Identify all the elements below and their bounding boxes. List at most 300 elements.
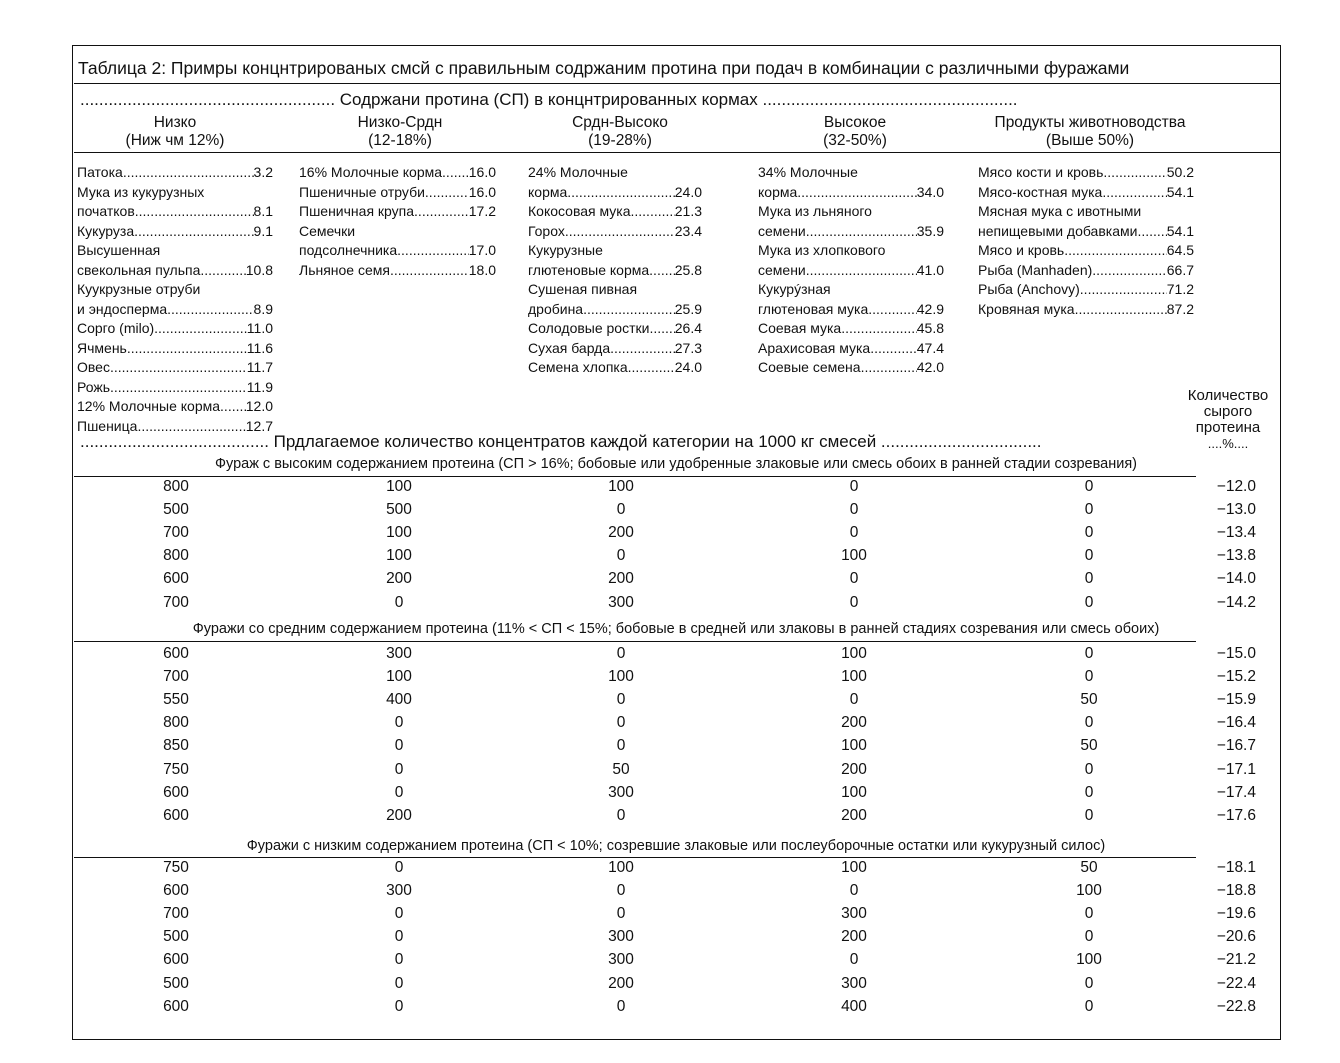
crude-protein-header: Количество сырого протеина ....%.... [1187,387,1269,451]
leader-dots [390,261,469,281]
amount-cell: 100 [608,478,634,495]
amount-cell: 0 [849,691,859,709]
protein-value: 41.0 [916,261,944,278]
amount-cell: 100 [608,859,634,876]
feed-name: Мука из льняного [758,203,872,219]
column-header-high: Высокое (32-50%) [823,114,887,149]
amount-cell: 0 [394,737,404,755]
protein-value: 11.0 [246,320,273,336]
amount-cell: 0 [394,997,404,1015]
protein-percent-cell: −22.4 [1216,974,1256,992]
amount-cell: 0 [1084,547,1094,565]
leader-dots [1092,261,1166,281]
leader-dots [806,222,917,242]
feed-name: Соевая мука [758,320,842,336]
amount-cell: 800 [163,547,189,565]
feed-item [77,202,273,222]
protein-value: 17.0 [468,242,496,258]
protein-value: 25.9 [674,300,702,317]
protein-value: 87.2 [1166,300,1194,317]
protein-percent-cell: −21.2 [1216,951,1256,969]
feed-item [77,378,273,398]
amount-cell: 0 [849,593,859,611]
table-row [0,714,1340,737]
amount-cell: 0 [394,859,404,876]
leader-dots [1137,222,1166,242]
table-row [0,478,1340,501]
leader-dots [134,222,253,242]
table-row [0,928,1340,951]
leader-dots [1080,280,1167,300]
feed-item [528,358,702,378]
feed-item [758,358,944,378]
amount-cell: 100 [386,478,412,495]
feed-item [978,261,1194,281]
feed-item [528,319,702,339]
amount-cell: 200 [386,806,412,824]
feed-list-low [77,163,273,436]
table-row [0,570,1340,593]
section-title-high-protein: Фураж с высоким содержанием протеина (СП > 16%; бобовые или удобренные злаковые или смесь обоих в ранней стадии созревания) [214,456,1138,472]
protein-value: 54.1 [1166,222,1194,239]
amount-cell: 50 [1080,691,1098,709]
feed-list-animal-products [978,163,1194,319]
protein-value: 16.0 [468,164,496,180]
feed-item [299,202,496,222]
amount-cell: 0 [1084,593,1094,611]
feed-item [299,241,496,261]
feed-name: Овес [77,359,110,375]
feed-item [528,202,702,222]
feed-item [758,163,944,183]
feed-name: Сорго (milo) [77,320,155,336]
feed-item [978,222,1194,242]
amount-cell: 700 [163,668,189,686]
protein-value: 12.0 [245,398,273,414]
leader-dots [861,358,917,378]
protein-value: 11.9 [246,378,273,395]
amount-cell: 700 [163,524,189,542]
amount-cell: 550 [163,691,189,709]
leader-dots [414,202,469,222]
leader-dots [649,261,675,281]
amount-cell: 0 [849,478,859,495]
feed-item [978,202,1194,222]
protein-value: 27.3 [674,339,702,356]
feed-item [978,163,1194,183]
amount-cell: 0 [1084,714,1094,732]
feed-name: дробина [528,300,584,317]
feed-list-high [758,163,944,378]
feed-name: початков [77,203,135,219]
feed-name: Рожь [77,378,111,395]
protein-value: 24.0 [674,359,702,375]
amount-cell: 200 [608,524,634,542]
leader-dots [220,397,246,417]
protein-value: 23.4 [674,222,702,239]
amount-cell: 0 [1084,997,1094,1015]
amount-cell: 100 [841,859,867,876]
amount-cell: 0 [394,928,404,946]
protein-percent-cell: −14.0 [1216,570,1256,588]
feed-name: Кукурузные [528,242,603,258]
amount-cell: 600 [163,645,189,662]
section-title-low-protein: Фуражи с низким содержанием протеина (СП < 10%; созревшие злаковые или послеуборочные остатки или кукурузный силос) [246,838,1106,854]
feed-item [528,280,702,300]
table-row [0,998,1340,1021]
feed-name: Пшеничные отруби [299,183,425,200]
protein-value: 42.9 [916,300,944,317]
amount-cell: 0 [1084,570,1094,588]
table-title: Таблица 2: Примры концнтрированых смсй с правильным содржаним протина при подач в комбинации с различными фуражами [78,58,1130,78]
table-row [0,594,1340,617]
feed-item [758,280,944,300]
protein-value: 42.0 [916,359,944,375]
leader-dots [1075,300,1167,320]
amount-cell: 0 [849,501,859,519]
amount-cell: 100 [1076,882,1102,900]
leader-dots [154,319,247,339]
amount-cell: 100 [386,668,412,686]
feed-name: свекольная пульпа [77,261,201,278]
protein-percent-cell: −12.0 [1216,478,1256,495]
feed-item [299,222,496,242]
amount-cell: 0 [616,691,626,709]
leader-dots [425,183,469,203]
feed-name: Кукуруза [77,222,135,239]
protein-percent-cell: −18.1 [1216,859,1256,876]
amount-cell: 200 [841,760,867,778]
amount-cell: 50 [612,760,630,778]
feed-name: Ячмень [77,339,127,356]
feed-item [77,163,273,183]
amount-cell: 300 [608,951,634,969]
feed-list-medium-high [528,163,702,378]
protein-value: 50.2 [1166,164,1194,180]
amount-cell: 300 [608,928,634,946]
feed-name: и эндосперма [77,300,168,317]
table-row [0,975,1340,998]
feed-item [758,202,944,222]
amount-cell: 0 [616,501,626,519]
table-row [0,547,1340,570]
amount-cell: 600 [163,806,189,824]
protein-content-heading: ...................................................... Содржани протина (СП) в концнтрированных кормах ...................................................... [80,90,1018,109]
feed-item [528,241,702,261]
protein-percent-cell: −18.8 [1216,882,1256,900]
feed-item [528,300,702,320]
feed-item [758,300,944,320]
table-row [0,737,1340,760]
feed-item [528,183,702,203]
feed-item [758,319,944,339]
leader-dots [806,261,917,281]
protein-percent-cell: −13.0 [1216,501,1256,519]
leader-dots [565,222,675,242]
protein-value: 45.8 [916,320,944,336]
leader-dots [649,319,674,339]
feed-item [758,183,944,203]
amount-cell: 400 [841,997,867,1015]
leader-dots [123,163,254,183]
amount-cell: 500 [386,501,412,519]
amount-cell: 100 [1076,951,1102,969]
feed-name: Льняное семя [299,261,390,278]
feed-name: Семечки [299,222,356,239]
feed-name: глютеновая мука [758,300,869,317]
protein-value: 16.0 [468,183,496,200]
feed-name: Кровяная мука [978,300,1075,317]
feed-list-low-medium [299,163,496,280]
amount-cell: 0 [616,882,626,900]
amount-cell: 100 [841,737,867,755]
protein-percent-cell: −14.2 [1216,593,1256,611]
feed-item [77,280,273,300]
amount-cell: 300 [608,593,634,611]
amount-cell: 0 [849,570,859,588]
table-row [0,501,1340,524]
protein-percent-cell: −17.4 [1216,783,1256,801]
feed-item [77,339,273,359]
feed-name: Мясо кости и кровь [978,164,1104,180]
amount-cell: 200 [841,806,867,824]
protein-value: 54.1 [1166,183,1194,200]
feed-name: 12% Молочные корма [77,398,221,414]
feed-name: Мука из кукурузных [77,183,205,200]
section-divider [74,641,1196,642]
amount-cell: 0 [394,951,404,969]
feed-name: Мясо-костная мука [978,183,1103,200]
amount-cell: 600 [163,783,189,801]
leader-dots [610,339,675,359]
leader-dots [583,300,675,320]
leader-dots [200,261,245,281]
protein-value: 34.0 [916,183,944,200]
protein-percent-cell: −15.2 [1216,668,1256,686]
amount-cell: 750 [163,859,189,876]
amount-cell: 100 [841,645,867,662]
leader-dots [868,300,916,320]
feed-name: Пшеница [77,417,138,434]
amount-cell: 0 [1084,668,1094,686]
amount-cell: 50 [1080,737,1098,755]
protein-value: 25.8 [674,261,702,278]
section-divider [74,857,1196,858]
feed-item [77,183,273,203]
protein-value: 47.4 [916,339,944,356]
amount-cell: 700 [163,905,189,923]
title-underline [74,83,1280,84]
feed-name: Сушеная пивная [528,281,638,297]
feed-name: Кукурýзная [758,281,831,297]
leader-dots [127,339,247,359]
amount-cell: 200 [608,974,634,992]
feed-item [77,319,273,339]
amount-cell: 0 [1084,974,1094,992]
feed-item [77,300,273,320]
feed-item [528,222,702,242]
feed-item [299,183,496,203]
feed-name: глютеновые корма [528,261,650,278]
table-row [0,691,1340,714]
feed-item [77,358,273,378]
amount-cell: 0 [394,760,404,778]
amount-cell: 750 [163,760,189,778]
feed-name: Мясо и кровь [978,242,1065,258]
amount-cell: 0 [1084,905,1094,923]
amount-cell: 100 [386,547,412,565]
column-header-animal-products: Продукты животноводства (Выше 50%) [994,114,1186,149]
protein-value: 17.2 [468,203,496,219]
protein-percent-cell: −17.6 [1216,806,1256,824]
feed-name: Пшеничная крупа [299,203,415,219]
feed-name: Семена хлопка [528,359,628,375]
feed-name: корма [758,183,798,200]
feed-item [758,222,944,242]
amount-cell: 700 [163,593,189,611]
amount-cell: 800 [163,714,189,732]
feed-item [77,222,273,242]
amount-cell: 600 [163,951,189,969]
amount-cell: 850 [163,737,189,755]
amount-cell: 600 [163,997,189,1015]
table-row [0,761,1340,784]
amount-cell: 0 [616,806,626,824]
column-header-low-medium: Низко-Срдн (12-18%) [357,114,443,149]
amount-cell: 0 [616,714,626,732]
amount-cell: 300 [386,882,412,900]
protein-percent-cell: −15.0 [1216,645,1256,662]
amount-cell: 600 [163,570,189,588]
amount-cell: 0 [394,783,404,801]
amount-cell: 100 [608,668,634,686]
amount-cell: 200 [608,570,634,588]
leader-dots [870,339,917,359]
protein-percent-cell: −17.1 [1216,760,1256,778]
feed-name: Мука из хлопкового [758,242,886,258]
amount-cell: 0 [394,974,404,992]
feed-item [528,261,702,281]
feed-name: Высушенная [77,242,161,258]
feed-item [299,163,496,183]
feed-name: семени [758,222,806,239]
amount-cell: 500 [163,501,189,519]
protein-percent-cell: −13.8 [1216,547,1256,565]
amount-cell: 0 [849,882,859,900]
amount-cell: 0 [394,593,404,611]
feed-name: 16% Молочные корма [299,164,443,180]
table-row [0,859,1340,882]
feed-name: Горох [528,222,565,239]
feed-item [978,280,1194,300]
column-header-medium-high: Срдн-Высоко (19-28%) [572,114,668,149]
protein-value: 12.7 [245,417,273,434]
leader-dots [135,202,254,222]
amount-cell: 0 [616,547,626,565]
amount-cell: 0 [849,951,859,969]
leader-dots [631,202,675,222]
leader-dots [841,319,917,339]
protein-value: 35.9 [916,222,944,239]
leader-dots [397,241,469,261]
feed-name: Арахисовая мука [758,339,871,356]
feed-item [978,183,1194,203]
amount-cell: 0 [616,905,626,923]
amount-cell: 600 [163,882,189,900]
table-row [0,807,1340,830]
amount-cell: 0 [1084,806,1094,824]
leader-dots [110,358,247,378]
leader-dots [442,163,469,183]
amount-cell: 300 [608,783,634,801]
protein-value: 8.1 [253,203,273,219]
feed-item [758,261,944,281]
table-row [0,524,1340,547]
feed-item [299,261,496,281]
feed-name: подсолнечника [299,242,398,258]
feed-name: Соевые семена [758,359,861,375]
leader-dots [1102,183,1166,203]
amount-cell: 500 [163,974,189,992]
table-row [0,951,1340,974]
leader-dots [628,358,675,378]
feed-name: 24% Молочные [528,164,628,180]
amount-cell: 300 [841,974,867,992]
table-row [0,668,1340,691]
protein-value: 71.2 [1166,281,1194,297]
leader-dots [1103,163,1166,183]
table-row [0,882,1340,905]
amount-cell: 0 [1084,645,1094,662]
feed-name: Патока [77,164,123,180]
protein-value: 9.1 [253,222,273,239]
amount-cell: 100 [841,783,867,801]
header-underline [74,152,1280,153]
section-divider [74,476,1196,477]
protein-value: 24.0 [674,183,702,200]
feed-name: Рыба (Manhaden) [978,261,1093,278]
protein-percent-cell: −19.6 [1216,905,1256,923]
leader-dots [567,183,674,203]
feed-name: Кокосовая мука [528,203,631,219]
feed-item [528,339,702,359]
protein-value: 3.2 [253,164,273,180]
protein-value: 66.7 [1166,261,1194,278]
amount-cell: 200 [841,714,867,732]
amount-cell: 0 [616,645,626,662]
protein-percent-cell: −16.7 [1216,737,1256,755]
protein-value: 21.3 [674,203,702,219]
feed-item [978,300,1194,320]
amount-cell: 50 [1080,859,1098,876]
protein-value: 10.8 [245,261,273,278]
amount-cell: 0 [849,524,859,542]
amount-cell: 200 [386,570,412,588]
column-header-low: Низко (Ниж чм 12%) [125,114,225,149]
feed-item [978,241,1194,261]
amount-cell: 400 [386,691,412,709]
amount-cell: 0 [616,997,626,1015]
protein-value: 11.7 [246,359,273,375]
protein-percent-cell: −15.9 [1216,691,1256,709]
leader-dots [1064,241,1167,261]
amount-cell: 0 [1084,783,1094,801]
amount-cell: 0 [1084,501,1094,519]
leader-dots [167,300,253,320]
feed-name: 34% Молочные [758,164,858,180]
feed-item [758,241,944,261]
protein-percent-cell: −22.8 [1216,997,1256,1015]
